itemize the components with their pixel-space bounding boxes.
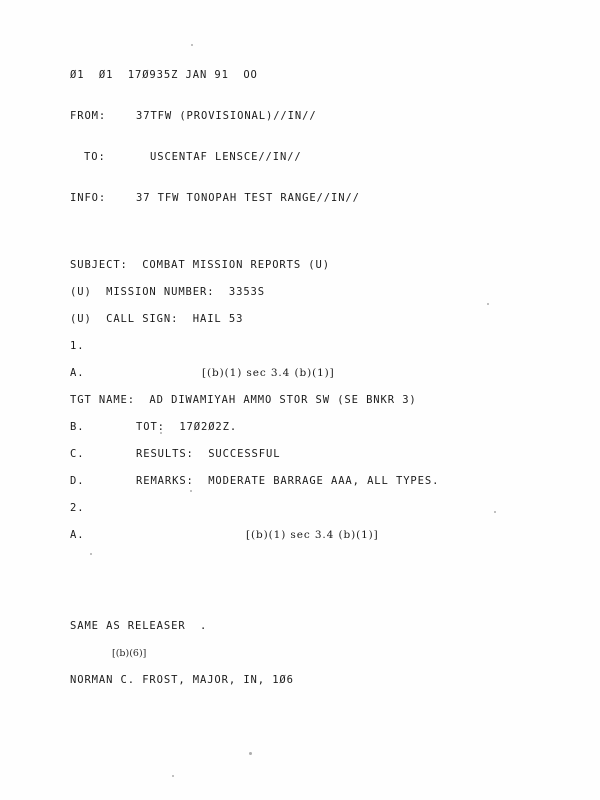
paragraph-1c-line (70, 441, 540, 468)
mission-number-line: (U) MISSION NUMBER: 3353S (70, 286, 265, 298)
info-label: INFO: (70, 192, 107, 204)
paragraph-1c-label: C. (70, 448, 85, 460)
redaction-marking: [(b)(1) sec 3.4 (b)(1)] (246, 529, 379, 541)
scan-speck (249, 752, 252, 755)
scan-speck (172, 775, 174, 777)
releaser-line: SAME AS RELEASER . (70, 620, 208, 632)
spacer (70, 130, 540, 144)
info-value: 37 TFW TONOPAH TEST RANGE//IN// (136, 192, 360, 204)
paragraph-1b-value: TOT: 17Ø2Ø2Z. (136, 421, 238, 433)
document-text-block (70, 62, 540, 549)
to-line (70, 144, 540, 171)
spacer (70, 212, 540, 252)
paragraph-1c-value: RESULTS: SUCCESSFUL (136, 448, 281, 460)
paragraph-1a-label: A. (70, 367, 85, 379)
info-line (70, 185, 540, 212)
from-label: FROM: (70, 110, 107, 122)
redaction-marking: [(b)(6)] (112, 648, 147, 659)
from-value: 37TFW (PROVISIONAL)//IN// (136, 110, 317, 122)
paragraph-2a-label: A. (70, 529, 85, 541)
message-header-line: Ø1 Ø1 17Ø935Z JAN 91 OO (70, 69, 258, 81)
from-line (70, 103, 540, 130)
redaction-marking: [(b)(1) sec 3.4 (b)(1)] (202, 367, 335, 379)
scan-speck (90, 553, 92, 555)
signature-line: NORMAN C. FROST, MAJOR, IN, 1Ø6 (70, 674, 294, 686)
document-footer-block (70, 613, 540, 694)
paragraph-1d-line (70, 468, 540, 495)
paragraph-1a-line (70, 360, 540, 387)
paragraph-1-number: 1. (70, 340, 85, 352)
to-label: TO: (84, 151, 106, 163)
paragraph-1d-label: D. (70, 475, 85, 487)
paragraph-1b-line (70, 414, 540, 441)
to-value: USCENTAF LENSCE//IN// (150, 151, 302, 163)
paragraph-1b-label: B. (70, 421, 85, 433)
spacer (70, 171, 540, 185)
paragraph-1d-value: REMARKS: MODERATE BARRAGE AAA, ALL TYPES. (136, 475, 440, 487)
call-sign-line: (U) CALL SIGN: HAIL 53 (70, 313, 244, 325)
subject-line: SUBJECT: COMBAT MISSION REPORTS (U) (70, 259, 330, 271)
spacer (70, 89, 540, 103)
paragraph-2a-line (70, 522, 540, 549)
scan-speck (191, 44, 193, 46)
tgt-name-line: TGT NAME: AD DIWAMIYAH AMMO STOR SW (SE BNKR 3) (70, 394, 417, 406)
paragraph-2-number: 2. (70, 502, 85, 514)
